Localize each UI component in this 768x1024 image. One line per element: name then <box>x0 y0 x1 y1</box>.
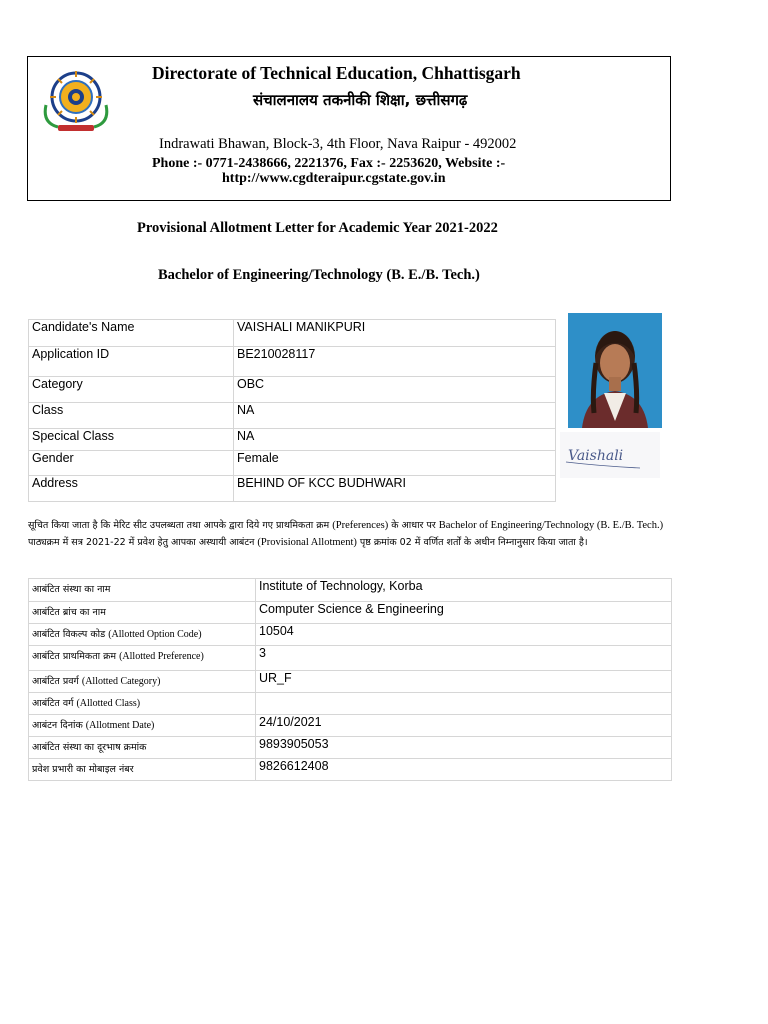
label-english: (Allotted Class) <box>76 698 141 709</box>
admission-incharge-mobile-label <box>29 759 256 781</box>
directorate-title: Directorate of Technical Education, Chhattisgarh <box>152 63 521 83</box>
label-english: (Allotment Date) <box>85 720 155 731</box>
category-label: Category <box>29 377 234 403</box>
allotment-details-table <box>28 578 672 781</box>
notice-text-4: पृष्ठ क्रमांक 02 में वर्णित शर्तों के अधीन निम्नानुसार किया जाता है। <box>356 537 588 548</box>
allotment-date-value: 24/10/2021 <box>256 715 672 737</box>
table-row <box>29 671 672 693</box>
table-row <box>29 347 556 377</box>
table-row <box>29 451 556 476</box>
candidate-name-value: VAISHALI MANIKPURI <box>234 320 556 347</box>
label-hindi: प्रवेश प्रभारी का मोबाइल नंबर <box>32 764 134 775</box>
candidate-name-label: Candidate's Name <box>29 320 234 347</box>
address-value: BEHIND OF KCC BUDHWARI <box>234 476 556 502</box>
candidate-signature <box>560 432 660 478</box>
allotment-date-label <box>29 715 256 737</box>
institute-phone-value: 9893905053 <box>256 737 672 759</box>
dte-emblem-icon <box>36 65 116 137</box>
table-row <box>29 377 556 403</box>
allotted-category-value: UR_F <box>256 671 672 693</box>
table-row <box>29 715 672 737</box>
label-hindi: आबंटित संस्था का नाम <box>32 584 111 595</box>
candidate-details-table <box>28 319 556 502</box>
notice-text-provisional: (Provisional Allotment) <box>257 537 357 548</box>
notice-text-preferences: (Preferences) <box>332 520 389 531</box>
label-hindi: आबंटित संस्था का दूरभाष क्रमांक <box>32 742 147 753</box>
allotted-option-code-value: 10504 <box>256 624 672 646</box>
allotted-branch-label <box>29 602 256 624</box>
signature-text: Vaishali <box>568 448 624 464</box>
directorate-title-hindi: संचालनालय तकनीकी शिक्षा, छत्तीसगढ़ <box>253 91 468 109</box>
label-hindi: आबंटन दिनांक <box>32 720 86 731</box>
table-row <box>29 737 672 759</box>
table-row <box>29 476 556 502</box>
admission-incharge-mobile-value: 9826612408 <box>256 759 672 781</box>
notice-text-1: सूचित किया जाता है कि मेरिट सीट उपलब्धता तथा आपके द्वारा दिये गए प्राथमिकता क्रम <box>28 520 333 531</box>
allotted-class-label <box>29 693 256 715</box>
allotted-preference-value: 3 <box>256 646 672 671</box>
notice-text-2: के आधार पर <box>388 520 439 531</box>
table-row <box>29 429 556 451</box>
application-id-label: Application ID <box>29 347 234 377</box>
label-english: (Allotted Option Code) <box>108 629 202 640</box>
table-row <box>29 646 672 671</box>
table-row <box>29 320 556 347</box>
address-label: Address <box>29 476 234 502</box>
allotted-institute-label <box>29 579 256 602</box>
special-class-label: Specical Class <box>29 429 234 451</box>
table-row <box>29 624 672 646</box>
letterhead <box>27 56 671 201</box>
allotted-option-code-label <box>29 624 256 646</box>
label-hindi: आबंटित ब्रांच का नाम <box>32 607 106 618</box>
website-link[interactable]: http://www.cgdteraipur.cgstate.gov.in <box>222 171 446 186</box>
allotted-category-label <box>29 671 256 693</box>
special-class-value: NA <box>234 429 556 451</box>
gender-value: Female <box>234 451 556 476</box>
allotted-branch-value: Computer Science & Engineering <box>256 602 672 624</box>
candidate-photo <box>568 313 662 428</box>
label-english: (Allotted Category) <box>81 676 161 687</box>
letter-title: Provisional Allotment Letter for Academic Year 2021-2022 <box>137 220 498 236</box>
application-id-value: BE210028117 <box>234 347 556 377</box>
program-title: Bachelor of Engineering/Technology (B. E./B. Tech.) <box>158 267 480 283</box>
table-row <box>29 403 556 429</box>
notice-text-3: पाठ्यक्रम में सत्र 2021-22 में प्रवेश हेतु आपका अस्थायी आबंटन <box>28 537 258 548</box>
allotted-institute-value: Institute of Technology, Korba <box>256 579 672 602</box>
table-row <box>29 693 672 715</box>
table-row <box>29 579 672 602</box>
label-hindi: आबंटित वर्ग <box>32 698 77 709</box>
table-row <box>29 602 672 624</box>
class-value: NA <box>234 403 556 429</box>
allotted-preference-label <box>29 646 256 671</box>
gender-label: Gender <box>29 451 234 476</box>
label-hindi: आबंटित प्रवर्ग <box>32 676 82 687</box>
class-label: Class <box>29 403 234 429</box>
category-value: OBC <box>234 377 556 403</box>
label-hindi: आबंटित प्राथमिकता क्रम <box>32 651 120 662</box>
notice-text-program: Bachelor of Engineering/Technology (B. E./B. Tech.) <box>438 520 664 531</box>
table-row <box>29 759 672 781</box>
allotment-notice <box>28 517 668 551</box>
label-english: (Allotted Preference) <box>119 651 204 662</box>
label-hindi: आबंटित विकल्प कोड <box>32 629 109 640</box>
directorate-address: Indrawati Bhawan, Block-3, 4th Floor, Nava Raipur - 492002 <box>159 136 517 152</box>
allotted-class-value <box>256 693 672 715</box>
person-photo-icon <box>568 313 662 428</box>
institute-phone-label <box>29 737 256 759</box>
contact-phone-line: Phone :- 0771-2438666, 2221376, Fax :- 2253620, Website :- <box>152 156 506 171</box>
